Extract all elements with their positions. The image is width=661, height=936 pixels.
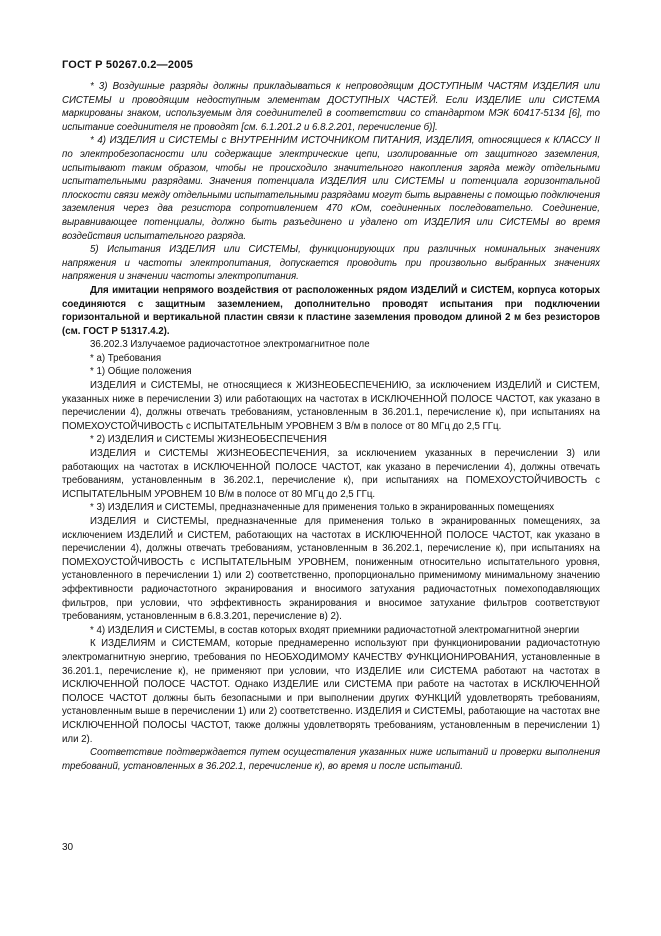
- paragraph: ИЗДЕЛИЯ и СИСТЕМЫ ЖИЗНЕОБЕСПЕЧЕНИЯ, за исключением указанных в перечислении 3) или работающих на частотах в ИСКЛЮЧЕННОЙ ПОЛОСЕ ЧАСТОТ, как указано в перечислении 4), должны отвечать требованиям, установленным в 36.202.1, перечисление к), при испытаниях на ПОМЕХОУСТОЙЧИВОСТЬ с ИСПЫТАТЕЛЬНЫМ УРОВНЕМ 10 В/м в полосе от 80 МГц до 2,5 ГГц.: [62, 448, 600, 500]
- paragraph: * 4) ИЗДЕЛИЯ и СИСТЕМЫ, в состав которых входят приемники радиочастотной электромагнитной энергии: [90, 624, 580, 636]
- document-header: ГОСТ Р 50267.0.2—2005: [62, 59, 194, 71]
- paragraph: * 3) ИЗДЕЛИЯ и СИСТЕМЫ, предназначенные для применения только в экранированных помещениях: [90, 502, 555, 514]
- paragraph: ИЗДЕЛИЯ и СИСТЕМЫ, предназначенные для применения только в экранированных помещениях, за исключением ИЗДЕЛИЙ и СИСТЕМ, работающих на частотах в ИСКЛЮЧЕННОЙ ПОЛОСЕ ЧАСТОТ, как указано в перечислении 4), должны отвечать требованиям, установленным в 36.202.1, перечисление к), при испытаниях на ПОМЕХОУСТОЙЧИВОСТЬ с ИСПЫТАТЕЛЬНЫМ УРОВНЕМ, пониженным относительно испытательного уровня, установленного в перечислении 1) или 2) соответственно, пропорционально применимому минимальному значению эффективности радиочастотного экранирования и вносимого затухания радиочастотных помехоподавляющих фильтров, при условии, что эффективность экранирования и вносимое затухание фильтров соответствуют требованиям, установленным в 6.8.3.201, перечисление в) 2).: [62, 516, 600, 623]
- document-body: [62, 80, 600, 773]
- paragraph: * 2) ИЗДЕЛИЯ и СИСТЕМЫ ЖИЗНЕОБЕСПЕЧЕНИЯ: [90, 434, 327, 446]
- paragraph: К ИЗДЕЛИЯМ и СИСТЕМАМ, которые преднамеренно используют при функционировании радиочастотную электромагнитную энергию, требования по НЕОБХОДИМОМУ КАЧЕСТВУ ФУНКЦИОНИРОВАНИЯ, установленные в 36.201.1, перечисление к), не применяют при условии, что ИЗДЕЛИЕ или СИСТЕМА работают на частотах в ИСКЛЮЧЕННОЙ ПОЛОСЕ ЧАСТОТ. Однако ИЗДЕЛИЕ или СИСТЕМА при работе на частотах в ИСКЛЮЧЕННОЙ ПОЛОСЕ ЧАСТОТ должны быть безопасными и при выполнении других ФУНКЦИЙ удовлетворять требованиям, установленным выше в перечислении 1) или 2) соответственно. ИЗДЕЛИЯ и СИСТЕМЫ, работающие на частотах вне ИСКЛЮЧЕННОЙ ПОЛОСЫ ЧАСТОТ, также должны удовлетворять требованиям, установленным в перечислении 1) или 2).: [62, 638, 600, 745]
- paragraph: Для имитации непрямого воздействия от расположенных рядом ИЗДЕЛИЙ и СИСТЕМ, корпуса которых соединяются с защитным заземлением, дополнительно проводят испытания при подключении горизонтальной и вертикальной пластин связи к пластине заземления проводом длиной 2 м без резисторов (см. ГОСТ Р 51317.4.2).: [62, 284, 600, 337]
- paragraph: ИЗДЕЛИЯ и СИСТЕМЫ, не относящиеся к ЖИЗНЕОБЕСПЕЧЕНИЮ, за исключением ИЗДЕЛИЙ и СИСТЕМ, указанных ниже в перечислении 3) или работающих на частотах в ИСКЛЮЧЕННОЙ ПОЛОСЕ ЧАСТОТ, как указано в перечислении 4), должны отвечать требованиям, установленным в 36.201.1, перечисление к), при испытаниях на ПОМЕХОУСТОЙЧИВОСТЬ с ИСПЫТАТЕЛЬНЫМ УРОВНЕМ 3 В/м в полосе от 80 МГц до 2,5 ГГц.: [62, 380, 600, 432]
- paragraph: Соответствие подтверждается путем осуществления указанных ниже испытаний и проверки выполнения требований, установленных в 36.202.1, перечисление к), во время и после испытаний.: [62, 747, 600, 772]
- paragraph: * 1) Общие положения: [90, 366, 192, 378]
- paragraph: 5) Испытания ИЗДЕЛИЯ или СИСТЕМЫ, функционирующих при различных номинальных значениях напряжения и частоты электропитания, допускается проводить при произвольно выбранных значениях напряжения и значении частоты электропитания.: [62, 244, 600, 283]
- paragraph: * 4) ИЗДЕЛИЯ и СИСТЕМЫ с ВНУТРЕННИМ ИСТОЧНИКОМ ПИТАНИЯ, ИЗДЕЛИЯ, относящиеся к КЛАССУ II по электробезопасности или содержащие электрические цепи, изолированные от защитного заземления, испытывают таким образом, чтобы не происходило значительного накопления заряда между отдельными испытательными разрядами. Значения потенциала ИЗДЕЛИЯ или СИСТЕМЫ и потенциала горизонтальной плоскости связи между отдельными испытательными разрядами могут быть выравнены с помощью подключения заземления через два резистора сопротивлением 470 кОм, соединенных последовательно. Соединение, выравнивающее потенциалы, должно быть разъединено и удалено от ИЗДЕЛИЯ или СИСТЕМЫ во время воздействия испытательного разряда.: [62, 135, 600, 242]
- paragraph: * 3) Воздушные разряды должны прикладываться к непроводящим ДОСТУПНЫМ ЧАСТЯМ ИЗДЕЛИЯ или СИСТЕМЫ и проводящим недоступным элементам ДОСТУПНЫХ ЧАСТЕЙ. Если ИЗДЕЛИЕ или СИСТЕМА маркированы знаком, используемым для соединителей в соответствии со стандартом МЭК 60417-5134 [6], то испытание соединителя не проводят [см. 6.1.201.2 и 6.8.2.201, перечисление б)].: [62, 81, 600, 133]
- page-number: 30: [62, 842, 74, 853]
- section-heading: 36.202.3 Излучаемое радиочастотное электромагнитное поле: [90, 339, 370, 351]
- paragraph: * а) Требования: [90, 352, 162, 364]
